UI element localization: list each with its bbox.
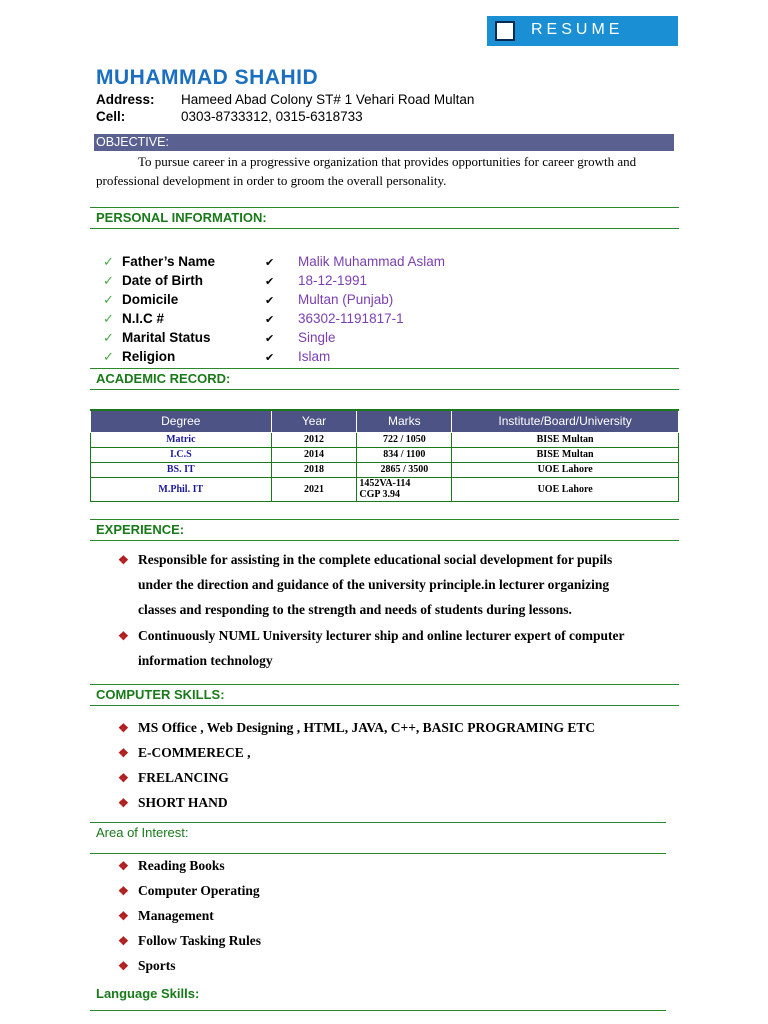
- table-row: [91, 477, 679, 501]
- checkmark-icon: ✔: [265, 276, 275, 288]
- personal-info-heading: [90, 207, 679, 229]
- list-item-text: Management: [138, 908, 214, 923]
- diamond-bullet-icon: ❖: [118, 909, 129, 923]
- personal-label: Domicile: [122, 292, 179, 307]
- marks-cell: [357, 477, 452, 501]
- personal-value: 18-12-1991: [298, 273, 368, 288]
- institute-cell: UOE Lahore: [452, 477, 679, 501]
- area-of-interest-title: Area of Interest:: [96, 825, 189, 840]
- year-cell: 2018: [271, 462, 357, 477]
- diamond-bullet-icon: ❖: [118, 796, 129, 810]
- candidate-name: MUHAMMAD SHAHID: [96, 66, 319, 89]
- diamond-bullet-icon: ❖: [118, 884, 129, 898]
- checkmark-icon: ✓: [103, 292, 114, 307]
- column-header: Marks: [357, 410, 452, 432]
- computer-skills-heading: [90, 684, 679, 706]
- table-row: [91, 447, 679, 462]
- table-row: [91, 432, 679, 447]
- list-item-text: FRELANCING: [138, 770, 229, 785]
- personal-label: N.I.C #: [122, 311, 165, 326]
- diamond-bullet-icon: ❖: [118, 934, 129, 948]
- academic-heading: [90, 368, 679, 390]
- language-skills-heading: [90, 984, 666, 1011]
- objective-heading: OBJECTIVE:: [94, 134, 674, 151]
- address-value: Hameed Abad Colony ST# 1 Vehari Road Multan: [181, 92, 475, 107]
- checkmark-icon: ✔: [265, 295, 275, 307]
- institute-cell: BISE Multan: [452, 447, 679, 462]
- list-item-text: E-COMMERECE ,: [138, 745, 251, 760]
- checkmark-icon: ✓: [103, 330, 114, 345]
- degree-cell: M.Phil. IT: [91, 477, 272, 501]
- degree-cell: I.C.S: [91, 447, 272, 462]
- checkmark-icon: ✓: [103, 311, 114, 326]
- list-item-text: MS Office , Web Designing , HTML, JAVA, C++, BASIC PROGRAMING ETC: [138, 720, 596, 735]
- objective-text: To pursue career in a progressive organization that provides opportunities for career growth and professional development in order to groom the overall personality.: [96, 154, 637, 188]
- language-skills-title: Language Skills:: [96, 986, 200, 1001]
- address-label: Address:: [96, 92, 155, 107]
- diamond-bullet-icon: ❖: [118, 721, 129, 735]
- list-item-text: Continuously NUML University lecturer ship and online lecturer expert of computer: [138, 628, 625, 643]
- area-of-interest-heading: [90, 822, 666, 854]
- personal-info-title: PERSONAL INFORMATION:: [96, 210, 267, 225]
- diamond-bullet-icon: ❖: [118, 859, 129, 873]
- marks-cell: 2865 / 3500: [357, 462, 452, 477]
- list-item-text: Reading Books: [138, 858, 225, 873]
- personal-label: Father’s Name: [122, 254, 216, 269]
- badge-label: RESUME: [531, 21, 624, 38]
- personal-value: Malik Muhammad Aslam: [298, 254, 446, 269]
- cell-label: Cell:: [96, 109, 126, 124]
- personal-value: Islam: [298, 349, 331, 364]
- column-header: Institute/Board/University: [452, 410, 679, 432]
- column-header: Year: [271, 410, 357, 432]
- personal-value: 36302-1191817-1: [298, 311, 404, 326]
- diamond-bullet-icon: ❖: [118, 771, 129, 785]
- checkmark-icon: ✓: [103, 273, 114, 288]
- experience-title: EXPERIENCE:: [96, 522, 185, 537]
- diamond-bullet-icon: ❖: [118, 959, 129, 973]
- list-item-text: Sports: [138, 958, 176, 973]
- column-header: Degree: [91, 410, 272, 432]
- personal-value: Single: [298, 330, 336, 345]
- experience-heading: [90, 519, 679, 541]
- checkmark-icon: ✓: [103, 254, 114, 269]
- academic-table: [90, 409, 679, 502]
- list-item-continuation: classes and responding to the strength and needs of students during lessons.: [138, 602, 572, 617]
- checkmark-icon: ✔: [265, 333, 275, 345]
- marks-line: 1452VA-114: [359, 478, 411, 489]
- year-cell: 2014: [271, 447, 357, 462]
- list-item-continuation: information technology: [138, 653, 273, 668]
- list-item-continuation: under the direction and guidance of the university principle.in lecturer organizing: [138, 577, 610, 592]
- personal-value: Multan (Punjab): [298, 292, 394, 307]
- institute-cell: BISE Multan: [452, 432, 679, 447]
- year-cell: 2012: [271, 432, 357, 447]
- checkmark-icon: ✓: [103, 349, 114, 364]
- marks-line: CGP 3.94: [359, 489, 400, 500]
- degree-cell: BS. IT: [91, 462, 272, 477]
- cell-value: 0303-8733312, 0315-6318733: [181, 109, 363, 124]
- diamond-bullet-icon: ❖: [118, 746, 129, 760]
- personal-label: Religion: [122, 349, 176, 364]
- diamond-bullet-icon: ❖: [118, 629, 129, 643]
- diamond-bullet-icon: ❖: [118, 553, 129, 567]
- checkmark-icon: ✔: [265, 257, 275, 269]
- list-item-text: Responsible for assisting in the complete educational social development for pupils: [138, 552, 613, 567]
- checkmark-icon: ✔: [265, 352, 275, 364]
- checkmark-icon: ✔: [265, 314, 275, 326]
- table-header-row: [91, 410, 679, 432]
- list-item-text: Computer Operating: [138, 883, 260, 898]
- year-cell: 2021: [271, 477, 357, 501]
- list-item-text: SHORT HAND: [138, 795, 228, 810]
- marks-cell: 834 / 1100: [357, 447, 452, 462]
- academic-title: ACADEMIC RECORD:: [96, 371, 231, 386]
- list-item-text: Follow Tasking Rules: [138, 933, 262, 948]
- table-row: [91, 462, 679, 477]
- computer-skills-title: COMPUTER SKILLS:: [96, 687, 225, 702]
- marks-cell: 722 / 1050: [357, 432, 452, 447]
- institute-cell: UOE Lahore: [452, 462, 679, 477]
- badge-square-icon: [495, 21, 515, 41]
- personal-label: Date of Birth: [122, 273, 203, 288]
- personal-label: Marital Status: [122, 330, 211, 345]
- resume-badge: [487, 16, 678, 46]
- degree-cell: Matric: [91, 432, 272, 447]
